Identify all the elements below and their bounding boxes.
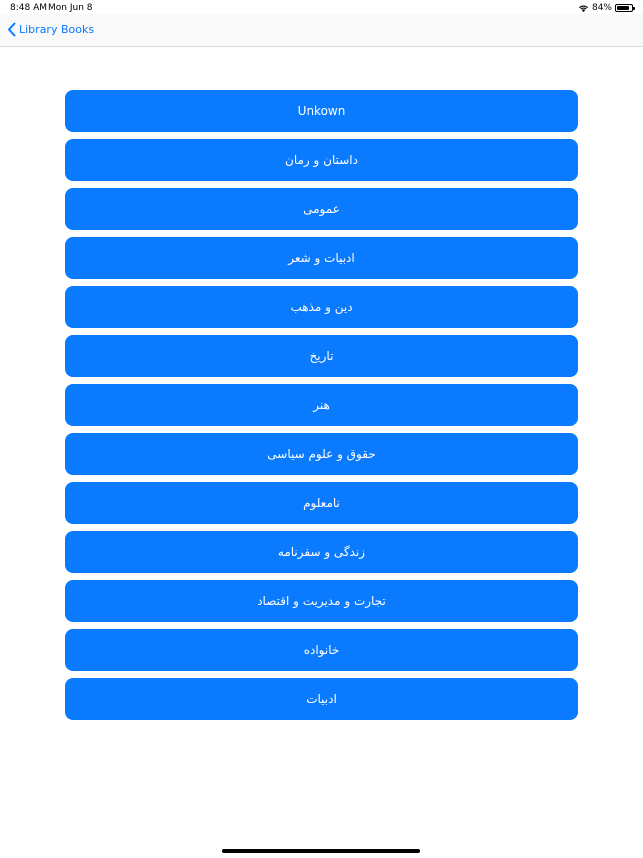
status-bar [0, 0, 643, 14]
category-button[interactable]: هنر [65, 384, 578, 426]
battery-icon [615, 4, 633, 12]
category-button[interactable]: زندگی و سفرنامه [65, 531, 578, 573]
back-button-label: Library Books [19, 23, 95, 36]
status-indicators [578, 1, 633, 15]
status-time: 8:48 AM [10, 3, 47, 13]
category-list [65, 90, 578, 720]
category-button[interactable]: تجارت و مدیریت و اقتصاد [65, 580, 578, 622]
category-button[interactable]: Unkown [65, 90, 578, 132]
battery-fill [617, 6, 629, 10]
category-button[interactable]: داستان و رمان [65, 139, 578, 181]
back-button[interactable] [7, 22, 94, 37]
category-button[interactable]: خانواده [65, 629, 578, 671]
category-button[interactable]: عمومی [65, 188, 578, 230]
chevron-left-icon [7, 22, 16, 37]
category-button[interactable]: نامعلوم [65, 482, 578, 524]
home-indicator[interactable] [222, 849, 420, 853]
category-button[interactable]: حقوق و علوم سیاسی [65, 433, 578, 475]
category-button[interactable]: تاریخ [65, 335, 578, 377]
battery-percent: 84% [591, 3, 612, 13]
wifi-icon [578, 4, 589, 13]
category-button[interactable]: ادبیات [65, 678, 578, 720]
status-date: Mon Jun 8 [48, 3, 93, 13]
navigation-bar [0, 14, 643, 47]
category-button[interactable]: ادبیات و شعر [65, 237, 578, 279]
category-button[interactable]: دین و مذهب [65, 286, 578, 328]
